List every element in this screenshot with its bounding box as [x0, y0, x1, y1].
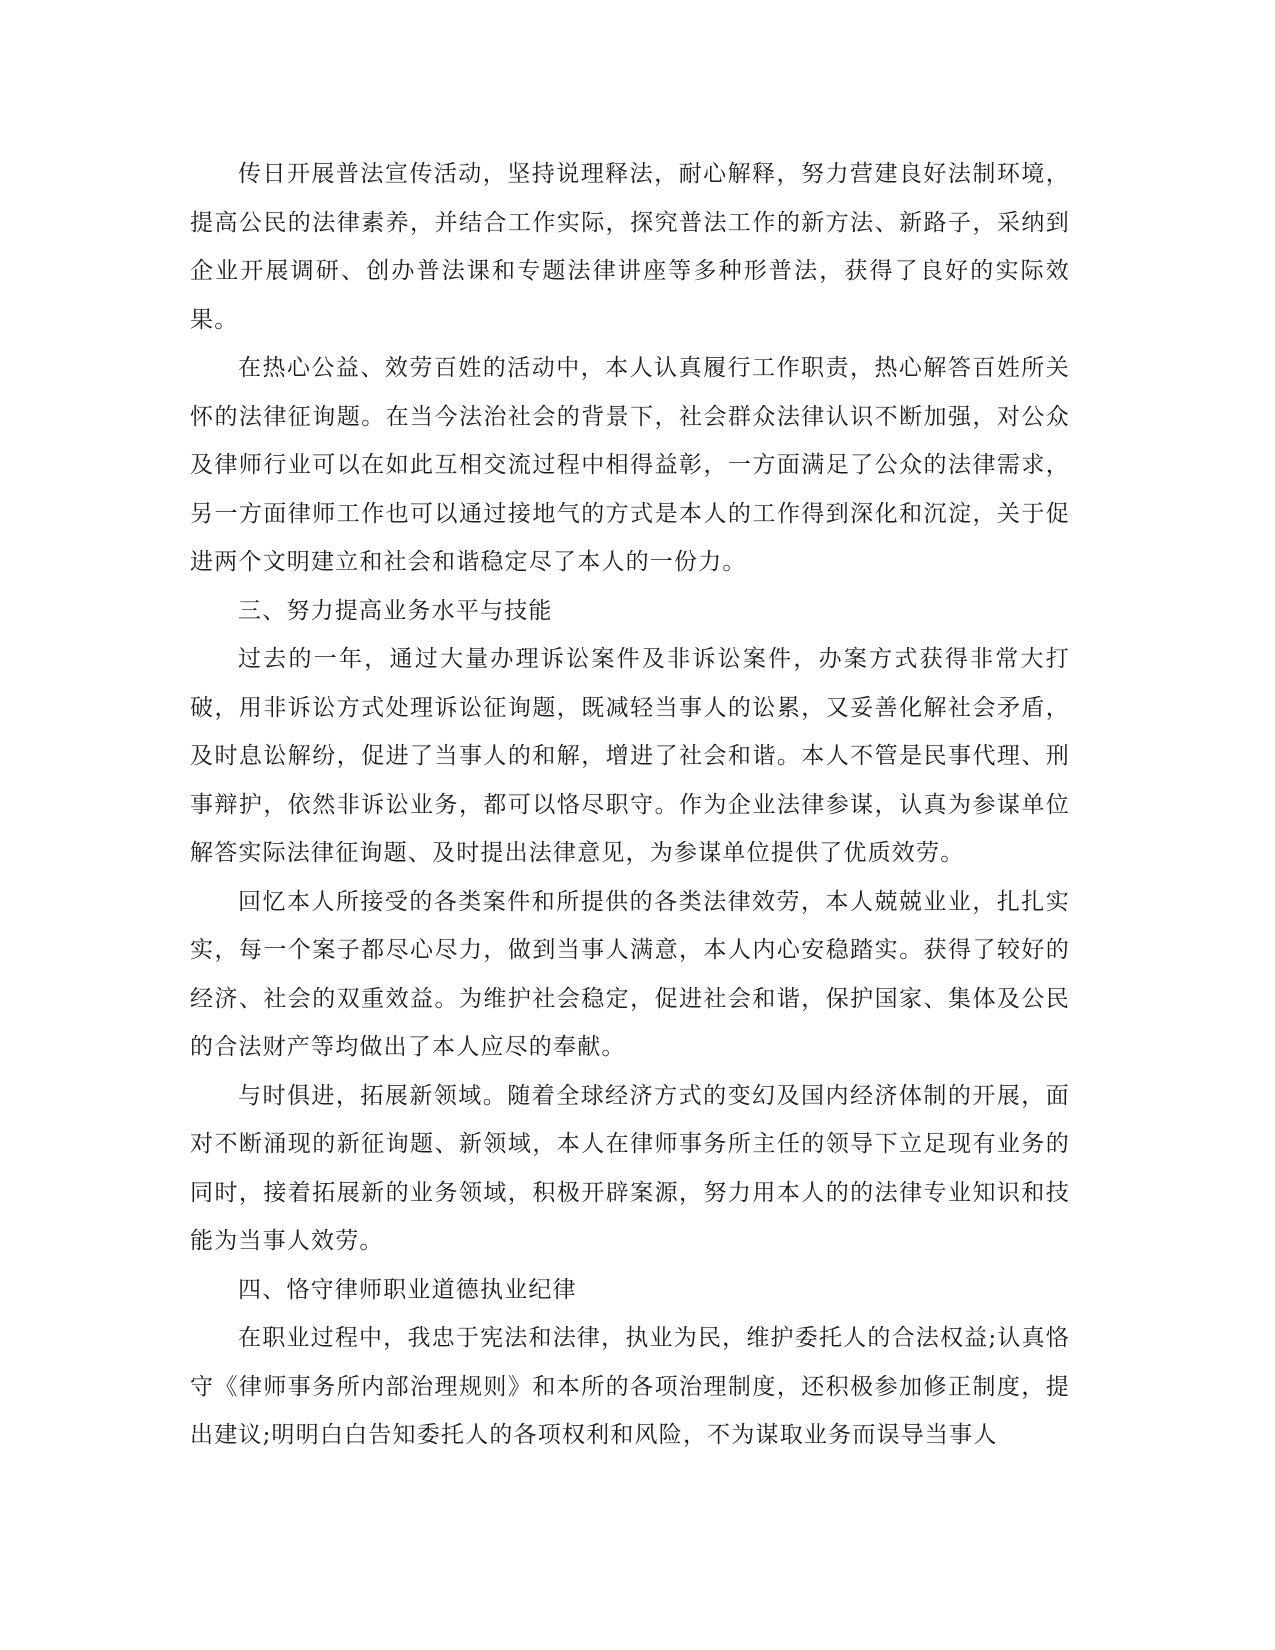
paragraph-new-fields: 与时俱进，拓展新领域。随着全球经济方式的变幻及国内经济体制的开展，面对不断涌现的新征询题、新领域，本人在律师事务所主任的领导下立足现有业务的同时，接着拓展新的业务领域，积极开辟案源，努力用本人的的法律专业知识和技能为当事人效劳。 [190, 1082, 1070, 1254]
section-heading-4: 四、恪守律师职业道德执业纪律 [238, 1276, 577, 1303]
paragraph-case-handling: 过去的一年，通过大量办理诉讼案件及非诉讼案件，办案方式获得非常大打破，用非诉讼方式处理诉讼征询题，既减轻当事人的讼累，又妥善化解社会矛盾，及时息讼解纷，促进了当事人的和解，增进了社会和谐。本人不管是民事代理、刑事辩护，依然非诉讼业务，都可以恪尽职守。作为企业法律参谋，认真为参谋单位解答实际法律征询题、及时提出法律意见，为参谋单位提供了优质效劳。 [190, 646, 1070, 866]
paragraph-review: 回忆本人所接受的各类案件和所提供的各类法律效劳，本人兢兢业业，扎扎实实，每一个案子都尽心尽力，做到当事人满意，本人内心安稳踏实。获得了较好的经济、社会的双重效益。为维护社会稳定，促进社会和谐，保护国家、集体及公民的合法财产等均做出了本人应尽的奉献。 [190, 888, 1070, 1060]
paragraph-legal-promotion: 传日开展普法宣传活动，坚持说理释法，耐心解释，努力营建良好法制环境，提高公民的法律素养，并结合工作实际，探究普法工作的新方法、新路子，采纳到企业开展调研、创办普法课和专题法律讲座等多种形普法，获得了良好的实际效果。 [190, 161, 1070, 333]
section-heading-3: 三、努力提高业务水平与技能 [238, 597, 553, 624]
paragraph-ethics: 在职业过程中，我忠于宪法和法律，执业为民，维护委托人的合法权益;认真恪守《律师事务所内部治理规则》和本所的各项治理制度，还积极参加修正制度，提出建议;明明白白告知委托人的各项权利和风险，不为谋取业务而误导当事人 [190, 1325, 1070, 1448]
document-body [190, 150, 1070, 1460]
paragraph-public-service: 在热心公益、效劳百姓的活动中，本人认真履行工作职责，热心解答百姓所关怀的法律征询题。在当今法治社会的背景下，社会群众法律认识不断加强，对公众及律师行业可以在如此互相交流过程中相得益彰，一方面满足了公众的法律需求，另一方面律师工作也可以通过接地气的方式是本人的工作得到深化和沉淀，关于促进两个文明建立和社会和谐稳定尽了本人的一份力。 [190, 355, 1070, 575]
